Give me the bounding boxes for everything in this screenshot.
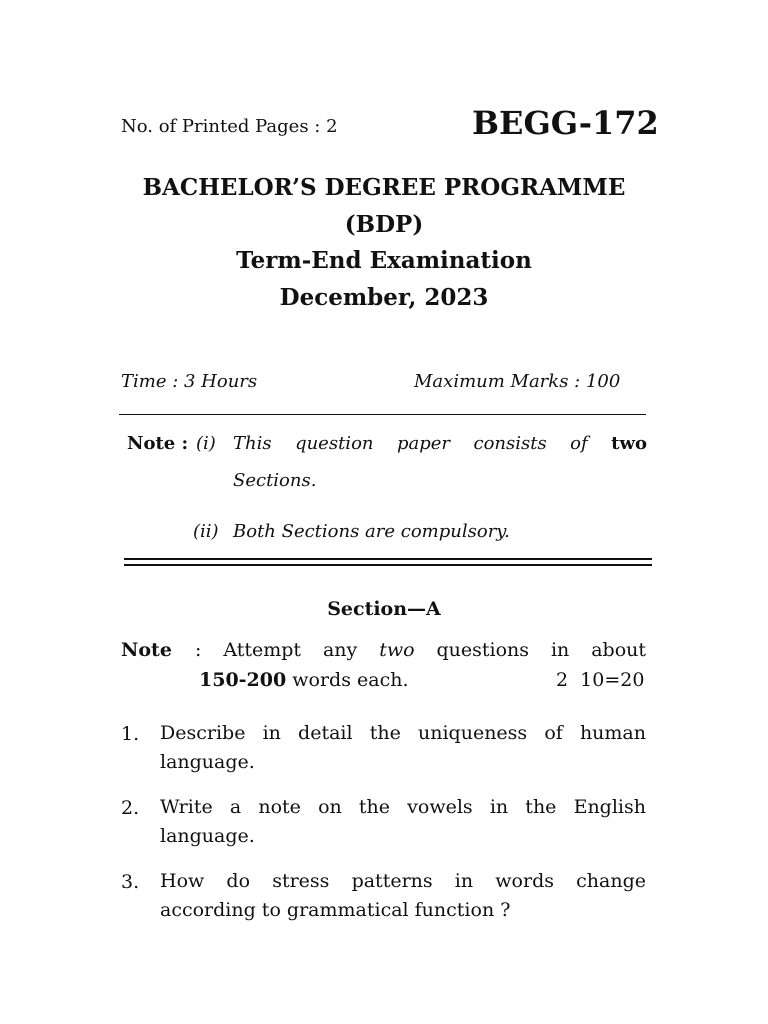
- programme-title: BACHELOR’S DEGREE PROGRAMME: [142, 174, 626, 201]
- question-text: [160, 793, 646, 851]
- divider-line: [119, 414, 646, 415]
- note-item-text-continued: Sections.: [233, 470, 317, 491]
- question-line: Describe in detail the uniqueness of human: [160, 722, 646, 744]
- question-line: language.: [160, 825, 255, 847]
- section-note-emphasis: two: [379, 639, 415, 661]
- word-count-range: 150-200: [199, 669, 287, 691]
- question-text: [160, 719, 646, 777]
- section-note-label: Note: [121, 639, 172, 661]
- note-item-text: [233, 433, 647, 454]
- double-divider-top: [124, 558, 652, 560]
- section-note-part: questions in about: [436, 639, 647, 661]
- exam-date: December, 2023: [279, 284, 489, 311]
- double-divider-bottom: [124, 564, 652, 566]
- programme-abbreviation: (BDP): [344, 211, 424, 238]
- section-heading: Section—A: [327, 598, 441, 620]
- maximum-marks: Maximum Marks : 100: [414, 371, 621, 392]
- section-note-part: words each.: [292, 669, 409, 691]
- question-text: [160, 867, 646, 925]
- note-item-text: Both Sections are compulsory.: [233, 521, 510, 542]
- section-note-text-continued: [199, 669, 409, 691]
- exam-name: Term-End Examination: [236, 247, 532, 274]
- note-item-text-part: This question paper consists of: [233, 433, 588, 454]
- note-item-number: (ii): [193, 521, 219, 542]
- printed-pages-count: No. of Printed Pages : 2: [121, 116, 338, 137]
- section-note-part: : Attempt any: [195, 639, 358, 661]
- section-marks: 2 10=20: [556, 669, 645, 691]
- note-label: Note :: [127, 433, 189, 454]
- question-line: according to grammatical function ?: [160, 899, 511, 921]
- question-line: How do stress patterns in words change: [160, 870, 646, 892]
- question-line: Write a note on the vowels in the English: [160, 796, 646, 818]
- course-code: BEGG-172: [472, 104, 659, 142]
- note-item-emphasis: two: [611, 433, 647, 454]
- question-line: language.: [160, 751, 255, 773]
- exam-duration: Time : 3 Hours: [121, 371, 258, 392]
- note-item-number: (i): [196, 433, 216, 454]
- section-note-text: [195, 639, 646, 661]
- question-number: 1.: [121, 723, 140, 745]
- question-number: 2.: [121, 797, 140, 819]
- question-number: 3.: [121, 871, 140, 893]
